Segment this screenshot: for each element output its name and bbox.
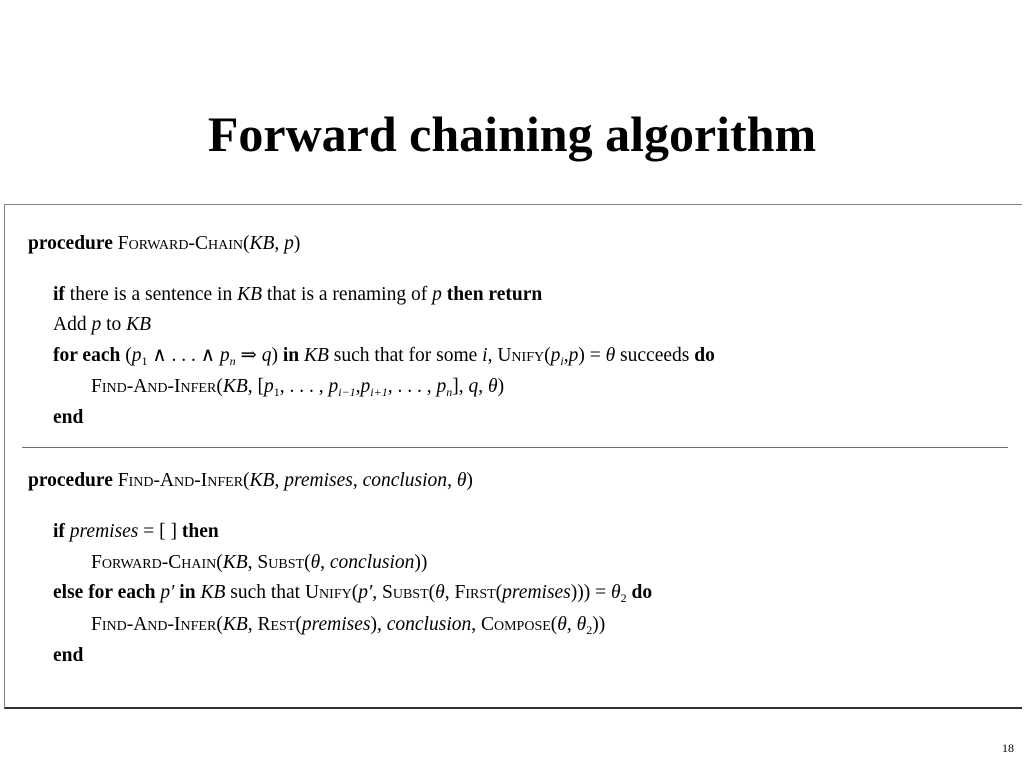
paren: ))	[414, 552, 428, 573]
paren: (	[304, 552, 311, 573]
var-p-prime: p′	[358, 582, 373, 603]
var-p: p	[568, 345, 579, 366]
keyword-procedure: procedure	[28, 233, 113, 254]
text: that is a renaming of	[262, 284, 433, 305]
divider	[22, 447, 1008, 448]
proc1-end: end	[53, 407, 84, 428]
proc2-line-recursive-call	[91, 612, 605, 638]
var-p: p	[432, 284, 442, 305]
text: ,	[320, 552, 330, 573]
arg-theta: θ	[456, 470, 467, 491]
var-p: p	[91, 314, 102, 335]
fn-forward-chain: Forward-Chain	[91, 552, 217, 573]
text: there is a sentence in	[64, 284, 238, 305]
proc2-line-if	[53, 519, 219, 545]
proc2-name: Find-And-Infer	[117, 470, 244, 491]
paren: (	[216, 552, 223, 573]
var-theta: θ	[605, 345, 616, 366]
var-q: q	[468, 376, 479, 397]
var-conclusion: conclusion	[386, 614, 472, 635]
paren: (	[550, 614, 558, 635]
var-p-prime: p′	[155, 582, 175, 603]
fn-unify: Unify	[497, 345, 545, 366]
var-theta2: θ	[576, 614, 587, 635]
var-premises: premises	[502, 582, 571, 603]
text: ,	[478, 376, 488, 397]
paren: )	[578, 345, 585, 366]
fn-subst: Subst	[382, 582, 429, 603]
paren: (	[242, 233, 250, 254]
arg-separator: ,	[274, 233, 285, 254]
implies-symbol: ⇒	[235, 345, 262, 366]
slide-title: Forward chaining algorithm	[207, 106, 817, 162]
fn-find-and-infer: Find-And-Infer	[91, 614, 217, 635]
var-theta: θ	[557, 614, 567, 635]
var-pi: p	[550, 345, 561, 366]
arg-kb: KB	[249, 233, 275, 254]
var-kb: KB	[200, 582, 226, 603]
subscript: i−1	[338, 385, 356, 399]
text: ,	[355, 376, 361, 397]
arg-p: p	[284, 233, 294, 254]
fn-rest: Rest	[257, 614, 296, 635]
keyword-then-return: then return	[441, 284, 543, 305]
var-premises: premises	[64, 521, 139, 542]
paren: (	[216, 376, 223, 397]
paren: (	[216, 614, 223, 635]
text: ,	[377, 614, 387, 635]
var-q: q	[261, 345, 272, 366]
text: ,	[563, 345, 569, 366]
conjunction: ∧ . . . ∧	[147, 345, 220, 366]
text: ],	[452, 376, 469, 397]
proc1-name: Forward-Chain	[117, 233, 243, 254]
paren: )	[497, 376, 505, 397]
paren: (	[495, 582, 503, 603]
arg-separator: ,	[447, 470, 457, 491]
proc1-line-if	[53, 282, 542, 308]
paren: ))	[592, 614, 606, 635]
equals: =	[584, 345, 606, 366]
arg-premises: premises	[284, 470, 353, 491]
keyword-do: do	[626, 582, 653, 603]
paren: (	[428, 582, 436, 603]
paren: )	[370, 614, 377, 635]
arg-separator: ,	[352, 470, 363, 491]
var-kb: KB	[222, 376, 248, 397]
subscript: 2	[620, 591, 627, 605]
keyword-in: in	[174, 582, 201, 603]
subscript: 1	[273, 385, 280, 399]
var-kb: KB	[222, 552, 248, 573]
var-kb: KB	[126, 314, 152, 335]
text: to	[101, 314, 127, 335]
equals-empty-list: = [ ]	[138, 521, 182, 542]
proc1-header	[28, 231, 300, 257]
fn-unify: Unify	[304, 582, 352, 603]
keyword-in: in	[277, 345, 304, 366]
var-p1: p	[263, 376, 274, 397]
var-kb: KB	[222, 614, 248, 635]
paren: )	[466, 470, 473, 491]
subscript: 1	[141, 354, 148, 368]
arg-kb: KB	[249, 470, 275, 491]
text: such that for some	[328, 345, 483, 366]
var-kb: KB	[303, 345, 329, 366]
paren: (	[295, 614, 302, 635]
var-premises: premises	[301, 614, 371, 635]
keyword-if: if	[53, 521, 65, 542]
text: ,	[247, 552, 258, 573]
paren: )	[293, 233, 301, 254]
paren: )	[271, 345, 278, 366]
text: succeeds	[615, 345, 695, 366]
arg-conclusion: conclusion	[362, 470, 448, 491]
arg-separator: ,	[274, 470, 285, 491]
text: such that	[225, 582, 305, 603]
var-theta: θ	[487, 376, 498, 397]
text: ,	[487, 345, 498, 366]
text: ,	[471, 614, 481, 635]
text: , [	[247, 376, 264, 397]
var-conclusion: conclusion	[329, 552, 415, 573]
keyword-for-each: for each	[53, 345, 121, 366]
var-theta: θ	[310, 552, 321, 573]
fn-compose: Compose	[480, 614, 551, 635]
paren: (	[544, 345, 551, 366]
keyword-then: then	[181, 521, 219, 542]
text: ,	[444, 582, 455, 603]
var-pn: p	[436, 376, 447, 397]
text: , . . . ,	[279, 376, 329, 397]
fn-subst: Subst	[257, 552, 305, 573]
paren: )))	[570, 582, 591, 603]
text: , . . . ,	[387, 376, 437, 397]
fn-find-and-infer: Find-And-Infer	[91, 376, 217, 397]
text: ,	[566, 614, 577, 635]
var-pn: p	[219, 345, 230, 366]
page-number: 18	[1002, 741, 1014, 755]
text: Add	[53, 314, 92, 335]
keyword-do: do	[694, 345, 715, 366]
var-kb: KB	[237, 284, 263, 305]
fn-first: First	[454, 582, 496, 603]
text: ,	[247, 614, 258, 635]
var-pi-minus-1: p	[328, 376, 339, 397]
paren: (	[243, 470, 250, 491]
var-i: i	[482, 345, 488, 366]
proc1-line-for-each	[53, 343, 715, 369]
keyword-if: if	[53, 284, 65, 305]
subscript: i	[560, 354, 564, 368]
paren: (	[120, 345, 132, 366]
keyword-else-for-each: else for each	[53, 582, 156, 603]
proc1-line-add	[53, 312, 151, 338]
subscript: n	[446, 385, 453, 399]
text: ,	[372, 582, 382, 603]
proc2-line-else-for-each	[53, 580, 652, 606]
proc2-line-forward-call	[91, 550, 427, 576]
var-p1: p	[131, 345, 142, 366]
proc2-header	[28, 468, 473, 494]
var-theta2: θ	[611, 582, 621, 603]
keyword-procedure: procedure	[28, 470, 113, 491]
subscript: i+1	[370, 385, 388, 399]
proc2-end: end	[53, 645, 84, 666]
subscript: 2	[586, 623, 593, 637]
var-theta: θ	[435, 582, 445, 603]
paren: (	[351, 582, 359, 603]
var-pi-plus-1: p	[360, 376, 371, 397]
subscript: n	[229, 354, 236, 368]
equals: =	[590, 582, 612, 603]
proc1-line-call	[91, 374, 504, 400]
